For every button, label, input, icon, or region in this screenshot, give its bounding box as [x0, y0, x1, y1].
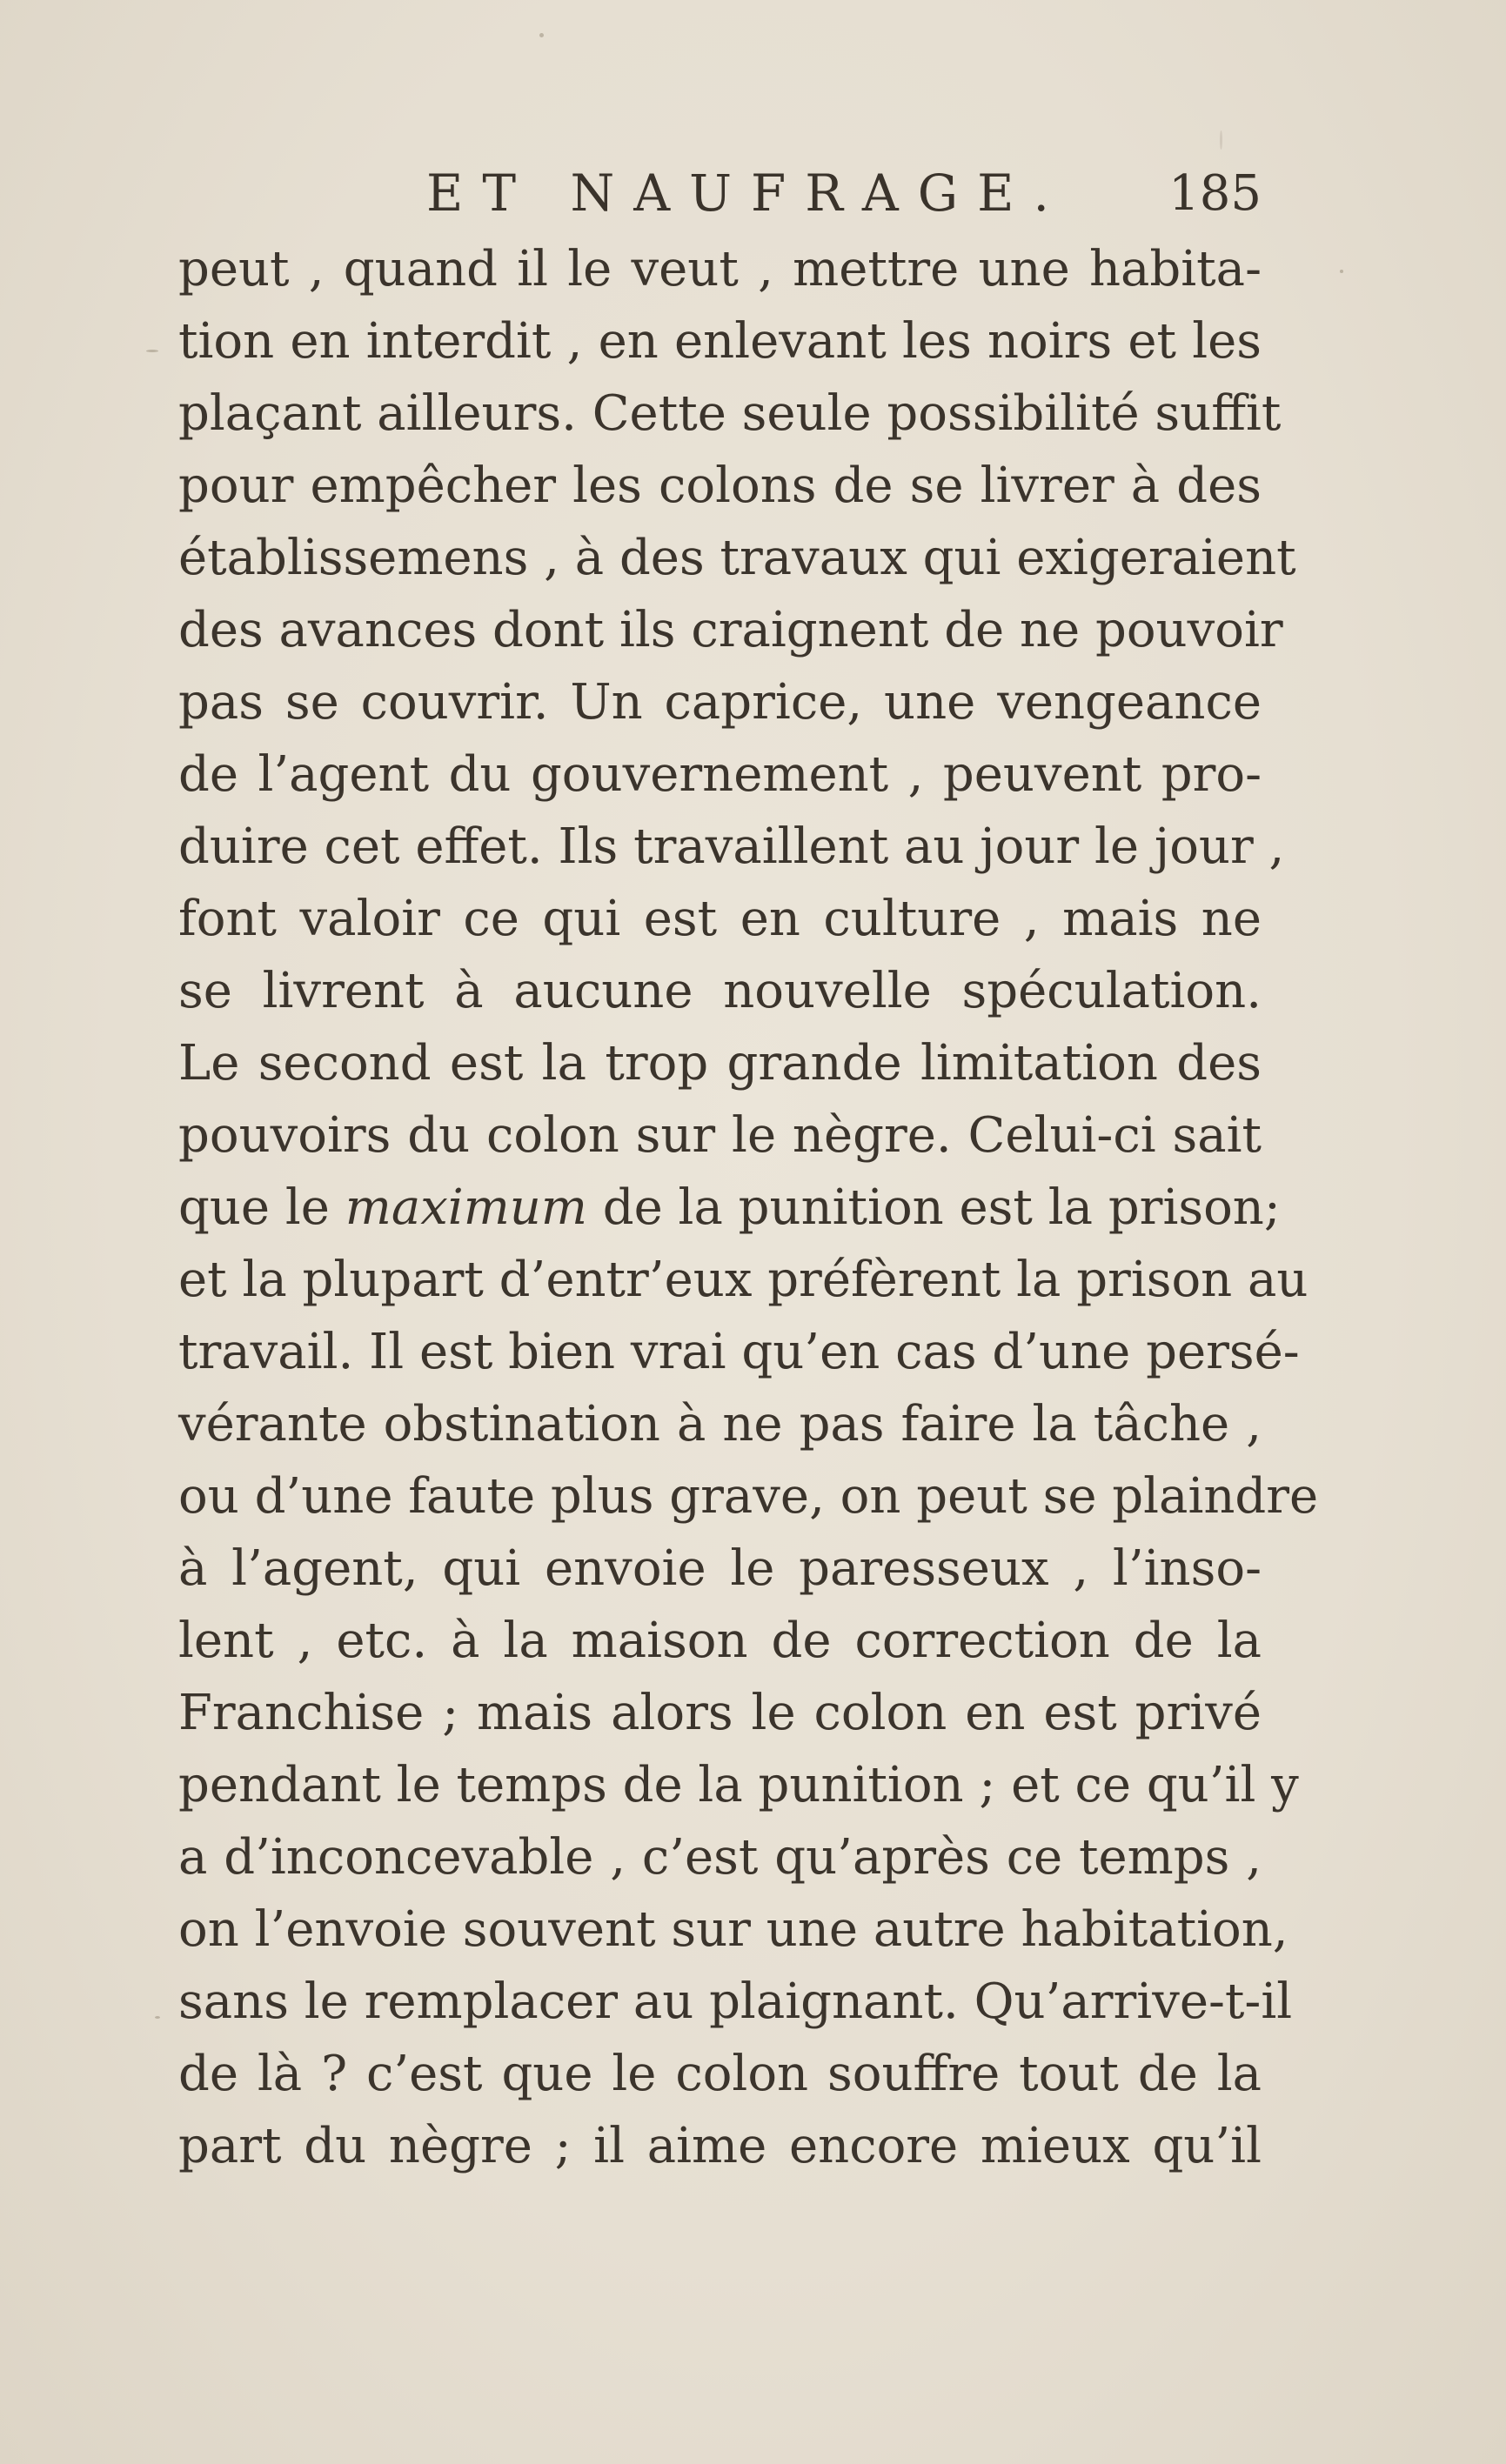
text-line: pas se couvrir. Un caprice, une vengeance	[178, 674, 1262, 731]
paper-speck	[539, 33, 544, 37]
text-line: a d’inconcevable , c’est qu’après ce temps ,	[178, 1829, 1262, 1886]
text-line: ou d’une faute plus grave, on peut se plaindre	[178, 1468, 1319, 1525]
text-segment: que le	[178, 1179, 345, 1236]
text-line: part du nègre ; il aime encore mieux qu’il	[178, 2118, 1262, 2174]
running-title: ET NAUFRAGE.	[426, 164, 1068, 223]
text-line: établissemens , à des travaux qui exigeraient	[178, 530, 1296, 586]
text-line: travail. Il est bien vrai qu’en cas d’une persé-	[178, 1324, 1300, 1380]
text-line: plaçant ailleurs. Cette seule possibilité suffit	[178, 385, 1282, 442]
text-line: pouvoirs du colon sur le nègre. Celui-ci sait	[178, 1107, 1262, 1164]
page-number: 185	[1168, 165, 1262, 222]
text-line: Le second est la trop grande limitation des	[178, 1035, 1262, 1092]
text-line: et la plupart d’entr’eux préfèrent la prison au	[178, 1252, 1309, 1308]
paper-speck	[1340, 270, 1343, 273]
text-line: pour empêcher les colons de se livrer à des	[178, 457, 1262, 514]
italic-word: maximum	[345, 1179, 587, 1236]
text-line: tion en interdit , en enlevant les noirs et les	[178, 313, 1262, 370]
text-line: Franchise ; mais alors le colon en est privé	[178, 1685, 1262, 1741]
text-line: à l’agent, qui envoie le paresseux , l’inso-	[178, 1540, 1262, 1597]
text-line: vérante obstination à ne pas faire la tâche ,	[178, 1396, 1262, 1452]
text-line: duire cet effet. Ils travaillent au jour le jour ,	[178, 818, 1285, 875]
text-line: se livrent à aucune nouvelle spéculation.	[178, 963, 1262, 1019]
text-line: font valoir ce qui est en culture , mais ne	[178, 891, 1262, 947]
body-text	[178, 233, 1319, 2182]
paper-speck	[155, 2016, 160, 2019]
text-line: on l’envoie souvent sur une autre habitation,	[178, 1901, 1288, 1958]
paper-speck	[1220, 130, 1222, 150]
text-line: sans le remplacer au plaignant. Qu’arrive-t-il	[178, 1973, 1293, 2030]
text-line: pendant le temps de la punition ; et ce qu’il y	[178, 1757, 1299, 1813]
text-line: lent , etc. à la maison de correction de la	[178, 1613, 1262, 1669]
running-head	[178, 161, 1262, 226]
text-line: de l’agent du gouvernement , peuvent pro-	[178, 746, 1262, 803]
paper-speck	[146, 350, 158, 352]
text-segment: de la punition est la prison;	[586, 1179, 1281, 1236]
text-line-with-italic	[178, 1172, 1281, 1244]
text-line: de là ? c’est que le colon souffre tout de la	[178, 2046, 1262, 2102]
text-line: des avances dont ils craignent de ne pouvoir	[178, 602, 1283, 658]
text-line: peut , quand il le veut , mettre une habita-	[178, 241, 1262, 297]
